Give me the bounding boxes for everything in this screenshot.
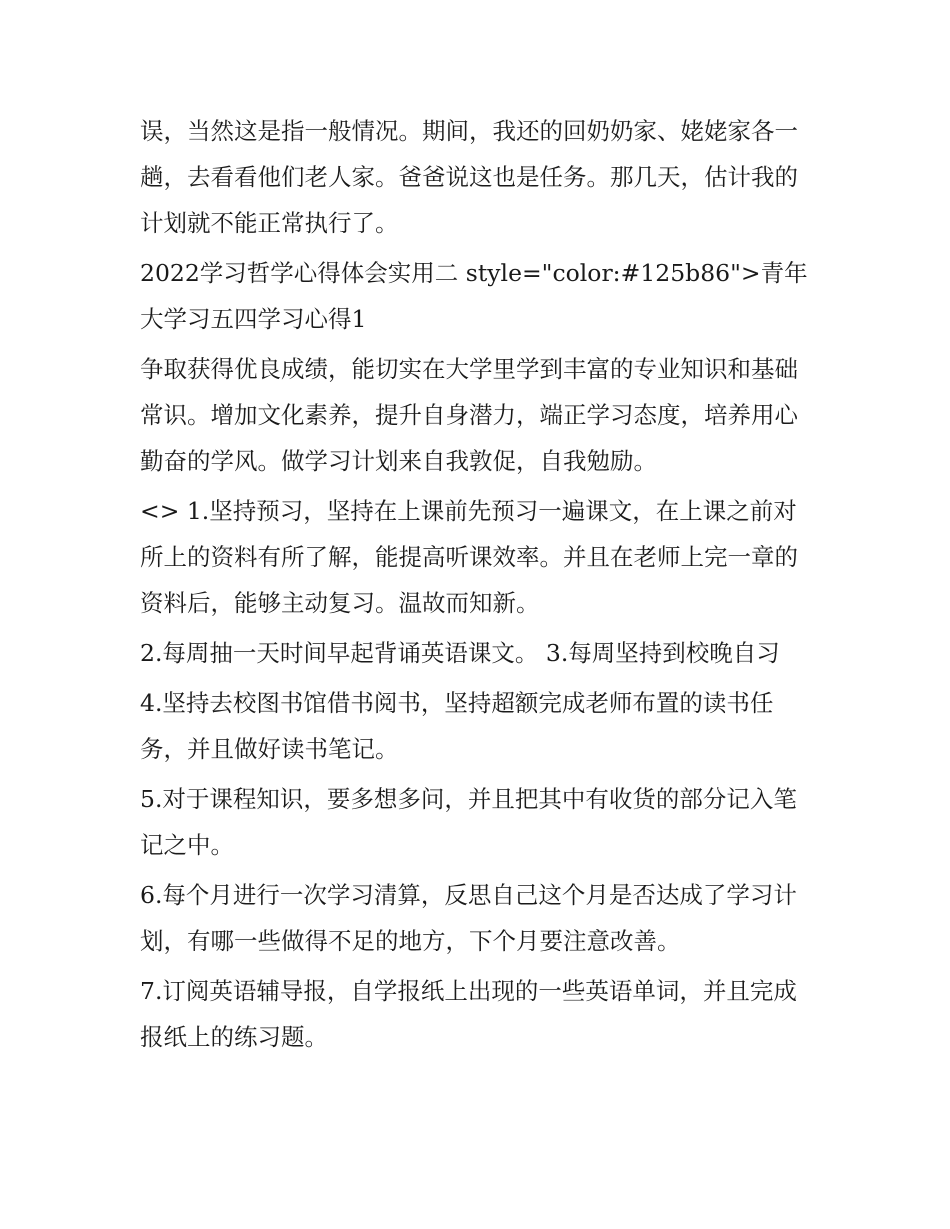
- list-item-6: 6.每个月进行一次学习清算，反思自己这个月是否达成了学习计划，有哪一些做得不足的地方，下个月要注意改善。: [140, 881, 797, 955]
- paragraph-intro-continuation: 误，当然这是指一般情况。期间，我还的回奶奶家、姥姥家各一趟，去看看他们老人家。爸爸说这也是任务。那几天，估计我的计划就不能正常执行了。: [140, 117, 798, 237]
- list-item-4: 4.坚持去校图书馆借书阅书，坚持超额完成老师布置的读书任务，并且做好读书笔记。: [140, 689, 774, 763]
- document-body: [140, 108, 815, 1064]
- section-heading: 2022学习哲学心得体会实用二 style="color:#125b86">青年大学习五四学习心得1: [140, 259, 808, 333]
- paragraph-goals: 争取获得优良成绩，能切实在大学里学到丰富的专业知识和基础常识。增加文化素养，提升自身潜力，端正学习态度，培养用心勤奋的学风。做学习计划来自我敦促，自我勉励。: [140, 355, 798, 475]
- list-item-5: 5.对于课程知识，要多想多问，并且把其中有收货的部分记入笔记之中。: [140, 785, 797, 859]
- list-item-7: 7.订阅英语辅导报，自学报纸上出现的一些英语单词，并且完成报纸上的练习题。: [140, 977, 797, 1051]
- list-item-2-3: 2.每周抽一天时间早起背诵英语课文。 3.每周坚持到校晚自习: [140, 639, 780, 667]
- list-item-1: <> 1.坚持预习，坚持在上课前先预习一遍课文，在上课之前对所上的资料有所了解，能提高听课效率。并且在老师上完一章的资料后，能够主动复习。温故而知新。: [140, 497, 798, 617]
